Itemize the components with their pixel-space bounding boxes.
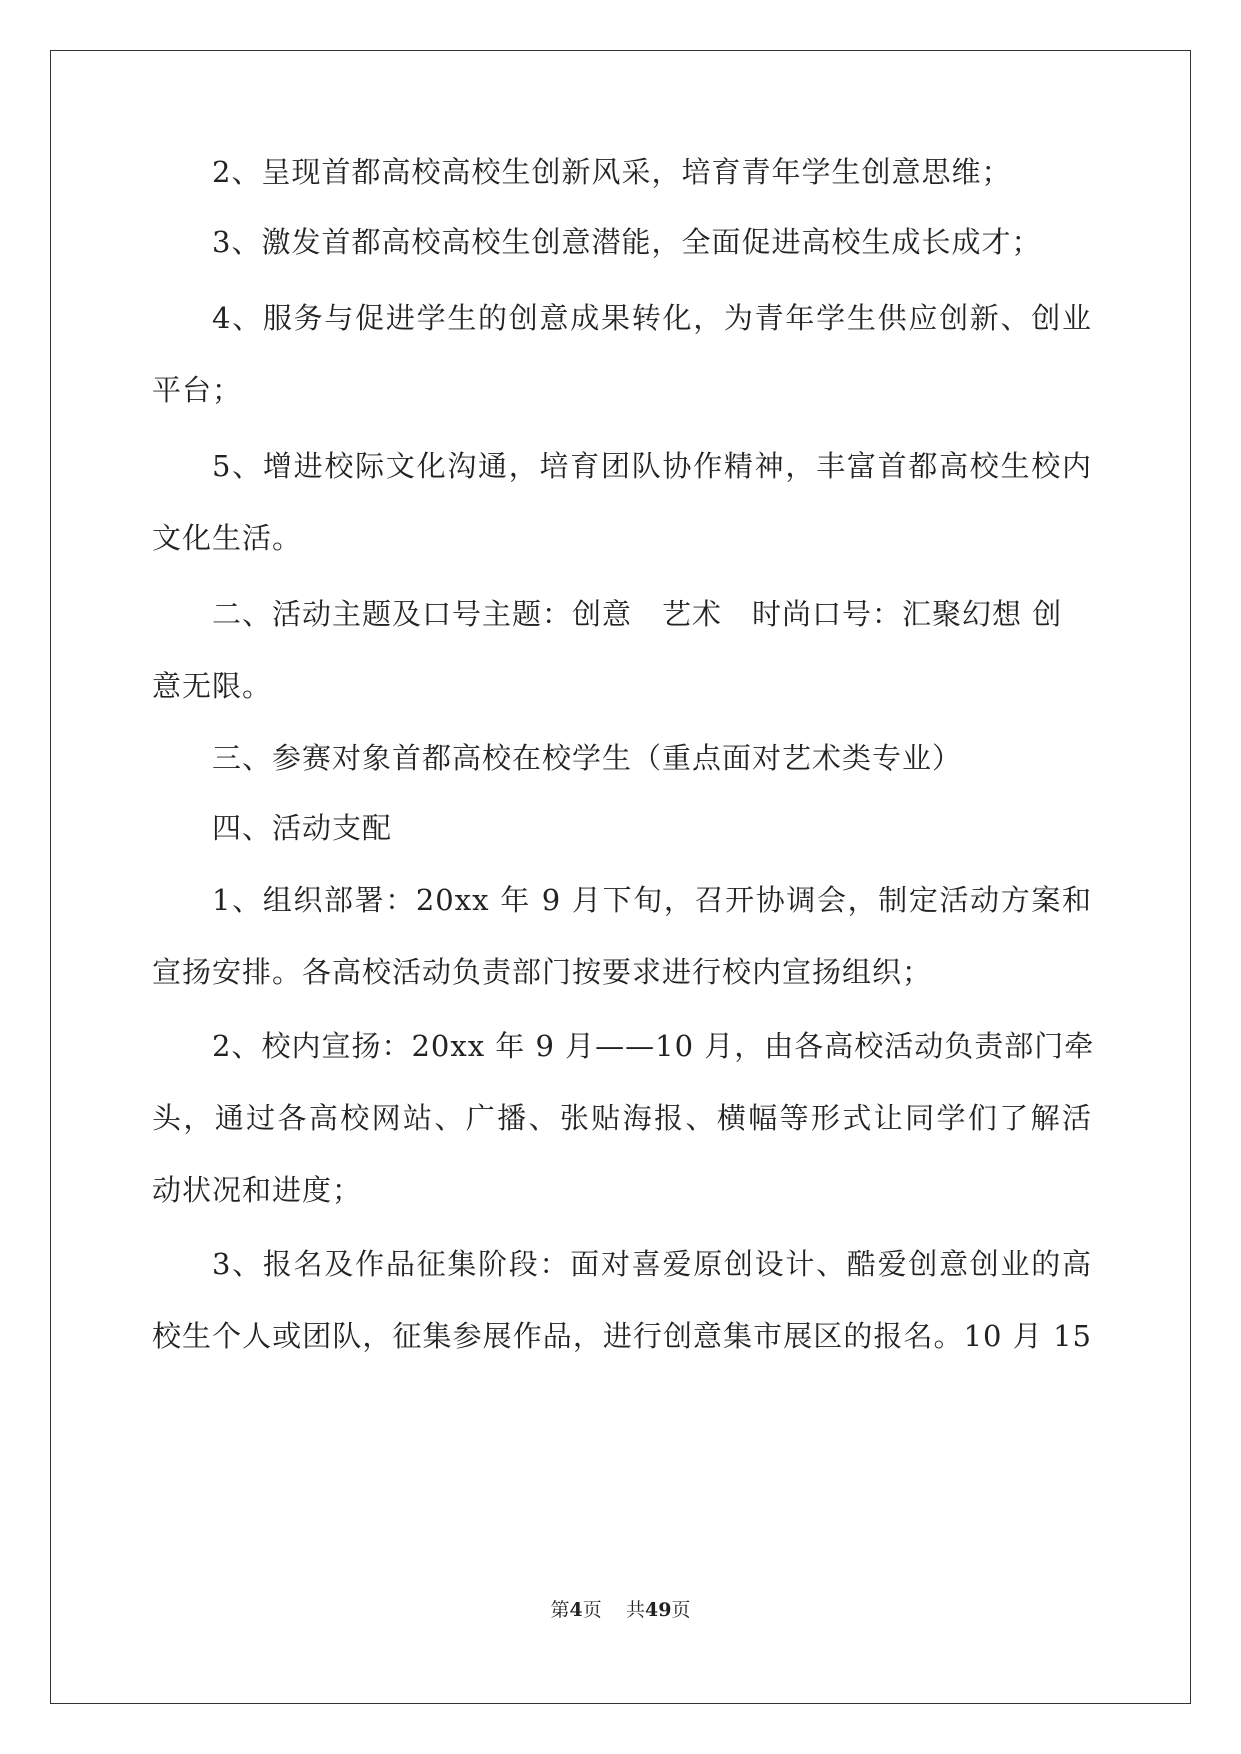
paragraph-line: 四、活动支配 — [212, 811, 393, 845]
paragraph-line: 校生个人或团队，征集参展作品，进行创意集市展区的报名。10 月 15 — [152, 1319, 1092, 1353]
footer-page-number: 4 — [569, 1599, 583, 1621]
paragraph-line: 动状况和进度； — [152, 1173, 363, 1207]
paragraph-line: 宣扬安排。各高校活动负责部门按要求进行校内宣扬组织； — [152, 955, 933, 989]
footer-total-pages: 49 — [644, 1599, 672, 1621]
paragraph-line: 三、参赛对象首都高校在校学生（重点面对艺术类专业） — [212, 741, 963, 775]
paragraph-line: 2、校内宣扬：20xx 年 9 月——10 月，由各高校活动负责部门牵 — [212, 1029, 1095, 1063]
page-footer — [0, 1598, 1241, 1622]
paragraph-line: 3、激发首都高校高校生创意潜能，全面促进高校生成长成才； — [212, 225, 1042, 259]
paragraph-line: 5、增进校际文化沟通，培育团队协作精神，丰富首都高校生校内 — [212, 449, 1092, 483]
paragraph-line: 二、活动主题及口号主题：创意 艺术 时尚口号：汇聚幻想 创 — [212, 597, 1063, 631]
footer-page-suffix: 页 — [582, 1599, 602, 1621]
paragraph-line: 1、组织部署：20xx 年 9 月下旬，召开协调会，制定活动方案和 — [212, 883, 1092, 917]
paragraph-line: 2、呈现首都高校高校生创新风采，培育青年学生创意思维； — [212, 155, 1012, 189]
paragraph-line: 头，通过各高校网站、广播、张贴海报、横幅等形式让同学们了解活 — [152, 1101, 1092, 1135]
paragraph-line: 3、报名及作品征集阶段：面对喜爱原创设计、酷爱创意创业的高 — [212, 1247, 1092, 1281]
paragraph-line: 平台； — [152, 373, 243, 407]
paragraph-line: 文化生活。 — [152, 521, 303, 555]
paragraph-line: 4、服务与促进学生的创意成果转化，为青年学生供应创新、创业 — [212, 301, 1092, 335]
paragraph-line: 意无限。 — [152, 669, 273, 703]
footer-total-suffix: 页 — [671, 1599, 691, 1621]
footer-page-prefix: 第 — [550, 1599, 570, 1621]
footer-total-prefix: 共 — [625, 1599, 645, 1621]
